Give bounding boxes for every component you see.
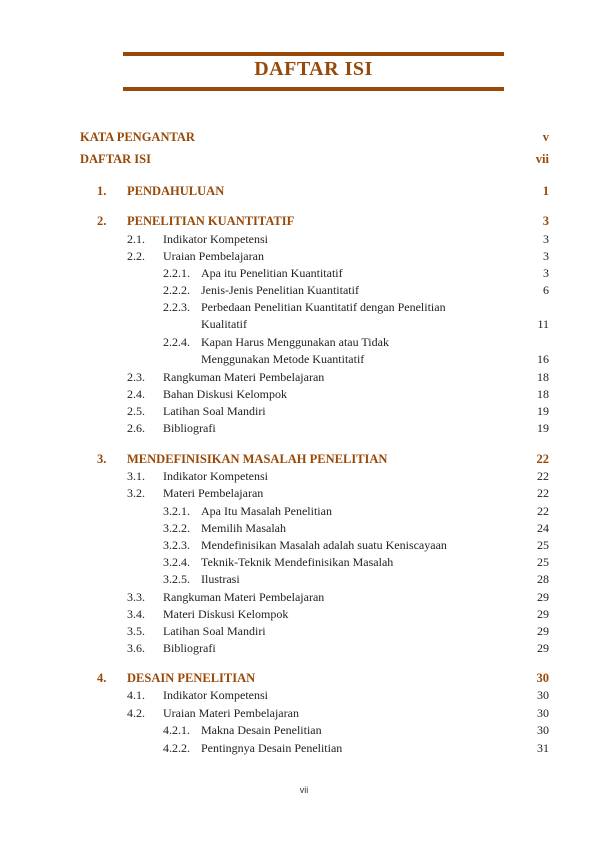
toc-entry-title: DAFTAR ISI	[80, 152, 151, 166]
toc-entry-title: Pentingnya Desain Penelitian	[201, 741, 343, 755]
toc-entry-title: KATA PENGANTAR	[80, 130, 195, 144]
toc-entry-number: 3.2.2.	[163, 521, 190, 535]
toc-entry-page: 25	[537, 538, 549, 552]
toc-entry-page: 30	[537, 706, 549, 720]
toc-entry-title: Teknik-Teknik Mendefinisikan Masalah	[201, 555, 394, 569]
page-number: vii	[299, 785, 309, 795]
toc-entry-title: Memilih Masalah	[201, 521, 286, 535]
toc-entry-number: 4.	[97, 671, 107, 685]
toc-entry-number: 2.1.	[127, 232, 145, 246]
toc-entry-page: 6	[543, 283, 549, 297]
toc-entry-page: 16	[537, 352, 549, 366]
toc-entry-number: 2.2.3.	[163, 300, 190, 314]
toc-entry-title: PENDAHULUAN	[127, 184, 225, 198]
toc-entry-page: 1	[542, 184, 549, 198]
toc-entry-number: 3.2.	[127, 486, 145, 500]
toc-entry-page: 25	[537, 555, 549, 569]
toc-entry-page: 29	[537, 624, 549, 638]
title-rule-top	[123, 52, 504, 56]
toc-entry-number: 3.2.5.	[163, 572, 190, 586]
toc-entry-number: 3.5.	[127, 624, 145, 638]
toc-entry-page: 31	[537, 741, 549, 755]
toc-entry-title: Indikator Kompetensi	[163, 232, 268, 246]
toc-entry-page: vii	[535, 152, 549, 166]
toc-entry-number: 2.2.1.	[163, 266, 190, 280]
toc-entry-title: Jenis-Jenis Penelitian Kuantitatif	[201, 283, 359, 297]
toc-entry-title: Bibliografi	[163, 421, 216, 435]
toc-entry-page: 22	[536, 452, 549, 466]
toc-entry-number: 3.4.	[127, 607, 145, 621]
toc-entry-number: 3.2.1.	[163, 504, 190, 518]
toc-entry-page: 19	[537, 404, 549, 418]
toc-entry-title: Kapan Harus Menggunakan atau Tidak	[201, 335, 389, 349]
toc-entry-title: Materi Diskusi Kelompok	[163, 607, 289, 621]
toc-entry-number: 3.2.4.	[163, 555, 190, 569]
toc-entry-number: 2.3.	[127, 370, 145, 384]
toc-entry-page: 19	[537, 421, 549, 435]
toc-entry-page: 18	[537, 370, 549, 384]
toc-entry-number: 2.2.	[127, 249, 145, 263]
toc-entry-title: Bibliografi	[163, 641, 216, 655]
toc-entry-title: Indikator Kompetensi	[163, 688, 268, 702]
toc-entry-page: v	[542, 130, 549, 144]
toc-entry-page: 22	[537, 469, 549, 483]
toc-entry-number: 2.5.	[127, 404, 145, 418]
toc-entry-page: 29	[537, 607, 549, 621]
toc-entry-title: Apa Itu Masalah Penelitian	[201, 504, 332, 518]
toc-entry-page: 22	[537, 486, 549, 500]
toc-entry-number: 3.6.	[127, 641, 145, 655]
toc-entry-page: 22	[537, 504, 549, 518]
toc-entry-title: Apa itu Penelitian Kuantitatif	[201, 266, 343, 280]
toc-entry-number: 2.4.	[127, 387, 145, 401]
toc-entry-title: Ilustrasi	[201, 572, 240, 586]
toc-entry-number: 4.1.	[127, 688, 145, 702]
toc-entry-page: 29	[537, 641, 549, 655]
toc-entry-page: 18	[537, 387, 549, 401]
toc-entry-page: 30	[537, 688, 549, 702]
toc-entry-page: 30	[536, 671, 549, 685]
toc-entry-number: 4.2.1.	[163, 723, 190, 737]
toc-entry-page: 3	[543, 232, 549, 246]
toc-entry-page: 30	[537, 723, 549, 737]
toc-entry-title: Makna Desain Penelitian	[201, 723, 322, 737]
toc-entry-page: 24	[537, 521, 549, 535]
toc-entry-title: Rangkuman Materi Pembelajaran	[163, 370, 325, 384]
toc-entry-number: 4.2.	[127, 706, 145, 720]
toc-entry-number: 3.3.	[127, 590, 145, 604]
toc-entry-title: DESAIN PENELITIAN	[127, 671, 256, 685]
toc-entry-number: 1.	[97, 184, 107, 198]
toc-entry-title: Latihan Soal Mandiri	[163, 624, 266, 638]
toc-entry-number: 3.	[97, 452, 107, 466]
toc-entry-page: 28	[537, 572, 549, 586]
toc-entry-number: 3.1.	[127, 469, 145, 483]
title-rule-bottom	[123, 87, 504, 91]
toc-entry-title: Materi Pembelajaran	[163, 486, 264, 500]
toc-entry-number: 4.2.2.	[163, 741, 190, 755]
toc-entry-title: Uraian Materi Pembelajaran	[163, 706, 299, 720]
toc-entry-title: Latihan Soal Mandiri	[163, 404, 266, 418]
toc-entry-number: 2.6.	[127, 421, 145, 435]
toc-entry-page: 3	[542, 214, 549, 228]
toc-entry-title: Perbedaan Penelitian Kuantitatif dengan Penelitian	[201, 300, 446, 314]
toc-entry-title: Uraian Pembelajaran	[163, 249, 264, 263]
toc-entry-number: 2.2.2.	[163, 283, 190, 297]
toc-entry-title-continued: Menggunakan Metode Kuantitatif	[201, 352, 365, 366]
toc-entry-title-continued: Kualitatif	[201, 317, 247, 331]
toc-entry-title: Rangkuman Materi Pembelajaran	[163, 590, 325, 604]
toc-entry-page: 29	[537, 590, 549, 604]
toc-entry-title: Bahan Diskusi Kelompok	[163, 387, 287, 401]
toc-entry-page: 3	[543, 249, 549, 263]
toc-entry-page: 11	[537, 317, 549, 331]
toc-entry-number: 2.	[97, 214, 107, 228]
toc-entry-title: Indikator Kompetensi	[163, 469, 268, 483]
toc-entry-number: 2.2.4.	[163, 335, 190, 349]
page-title: DAFTAR ISI	[254, 58, 373, 80]
toc-entry-title: MENDEFINISIKAN MASALAH PENELITIAN	[127, 452, 388, 466]
toc-entry-title: PENELITIAN KUANTITATIF	[127, 214, 295, 228]
toc-entry-page: 3	[543, 266, 549, 280]
toc-entry-title: Mendefinisikan Masalah adalah suatu Keniscayaan	[201, 538, 447, 552]
toc-entry-number: 3.2.3.	[163, 538, 190, 552]
